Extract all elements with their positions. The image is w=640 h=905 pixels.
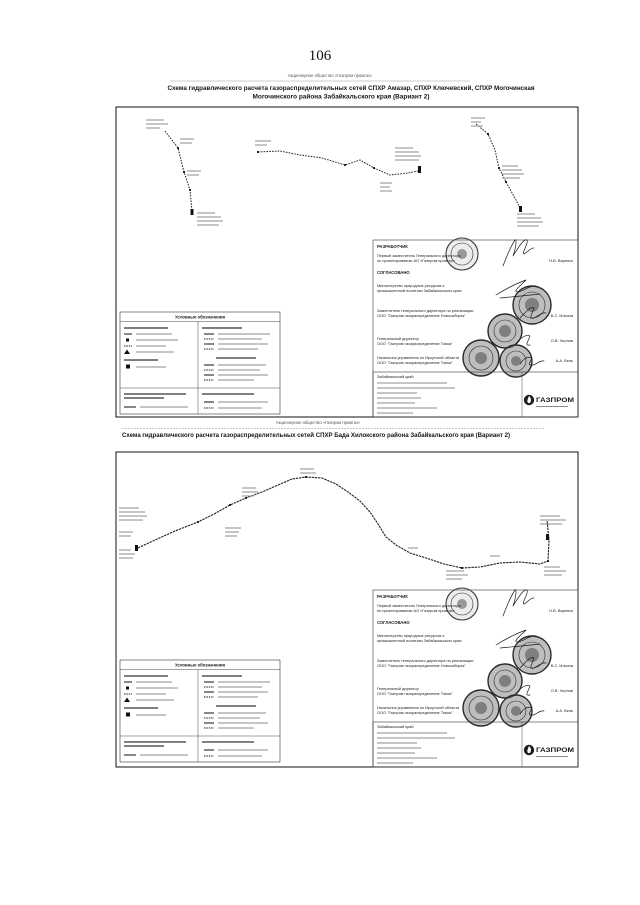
seal-center (511, 706, 521, 716)
deputy-line-2: ООО "Газпром газораспределение Новосибирск" (377, 663, 466, 668)
ministry-line-1: Министерство природных ресурсов и (377, 633, 445, 638)
legend-consumer-symbol (126, 713, 130, 717)
developer-role-line-1: Первый заместитель Генерального директора (377, 603, 461, 608)
legend-title: Условные обозначения (174, 662, 226, 668)
deputy-line-1: Заместитель генерального директора по реализации (377, 308, 474, 313)
sheet2-station-marker-right (546, 534, 549, 540)
sheet1-station-marker-right (519, 206, 522, 212)
logo-text: ГАЗПРОМ (536, 398, 575, 404)
developer-heading: РАЗРАБОТЧИК (377, 594, 408, 599)
legend-node-symbol (126, 339, 129, 342)
sheet2-title: Схема гидравлического расчета газораспределительных сетей СПХР Бада Хилокского района Забайкальского края (Вариант 2) (122, 432, 531, 439)
agreed-heading: СОГЛАСОВАНО (377, 620, 410, 625)
seal-center (475, 702, 487, 714)
sheet1-title-line-1: Схема гидравлического расчета газораспределительных сетей СПХР Амазар, СПХР Ключевский, СПХР Могочинская (167, 85, 541, 92)
seal-center (525, 648, 539, 662)
head-name: А.А. Бель (555, 708, 573, 713)
page-number: 106 (308, 48, 332, 64)
ministry-line-2: промышленной политики Забайкальского края (377, 288, 462, 293)
developer-name: Н.В. Варенко (549, 608, 573, 613)
director-line-2: ООО "Газпром газораспределение Томск" (377, 691, 453, 696)
ministry-line-1: Министерство природных ресурсов и (377, 283, 445, 288)
head-name: А.А. Бель (555, 358, 573, 363)
title-block-region: Забайкальский край (377, 374, 414, 379)
director-line-1: Генеральный директор (377, 336, 419, 341)
developer-role-line-2: по проектированию АО «Газпром промгаз» (377, 258, 455, 263)
deputy-name: В.С. Ильина (550, 313, 573, 318)
director-name: О.В. Чернов (550, 688, 573, 693)
sheet2-station-marker-left (135, 545, 138, 551)
seal-center (499, 325, 511, 337)
seal-center (511, 356, 521, 366)
legend-title: Условные обозначения (174, 314, 226, 320)
seal-center (475, 352, 487, 364)
director-line-1: Генеральный директор (377, 686, 419, 691)
sheet1-organization: Акционерное общество «Газпром промгаз» (287, 73, 373, 78)
seal-stamp-icon (463, 340, 499, 376)
developer-name: Н.В. Варенко (549, 258, 573, 263)
sheet1-title-line-2: Могочинского района Забайкальского края (Вариант 2) (252, 93, 428, 101)
legend-node-symbol (126, 687, 129, 690)
head-line-1: Начальник управления по Иркутской области (377, 355, 460, 360)
legend-consumer-symbol (126, 365, 130, 369)
deputy-line-1: Заместитель генерального директора по реализации (377, 658, 474, 663)
director-line-2: ООО "Газпром газораспределение Томск" (377, 341, 453, 346)
head-line-2: ООО "Газпром газораспределение Томск" (377, 710, 453, 715)
head-line-1: Начальник управления по Иркутской области (377, 705, 460, 710)
gazprom-logo-icon (524, 745, 534, 755)
seal-center (499, 675, 511, 687)
head-line-2: ООО "Газпром газораспределение Томск" (377, 360, 453, 365)
ministry-line-2: промышленной политики Забайкальского края (377, 638, 462, 643)
logo-text: ГАЗПРОМ (536, 748, 575, 754)
director-name: О.В. Чернов (550, 338, 573, 343)
deputy-line-2: ООО "Газпром газораспределение Новосибирск" (377, 313, 466, 318)
agreed-heading: СОГЛАСОВАНО (377, 270, 410, 275)
gazprom-logo-icon (524, 395, 534, 405)
sheet2-organization: Акционерное общество «Газпром промгаз» (275, 420, 361, 425)
deputy-name: В.С. Ильина (550, 663, 573, 668)
title-block-region: Забайкальский край (377, 724, 414, 729)
seal-center (525, 298, 539, 312)
seal-stamp-icon (463, 690, 499, 726)
developer-role-line-1: Первый заместитель Генерального директора (377, 253, 461, 258)
developer-role-line-2: по проектированию АО «Газпром промгаз» (377, 608, 455, 613)
sheet1-station-marker-middle (418, 166, 421, 173)
sheet1-station-marker-left (191, 209, 194, 215)
developer-heading: РАЗРАБОТЧИК (377, 244, 408, 249)
